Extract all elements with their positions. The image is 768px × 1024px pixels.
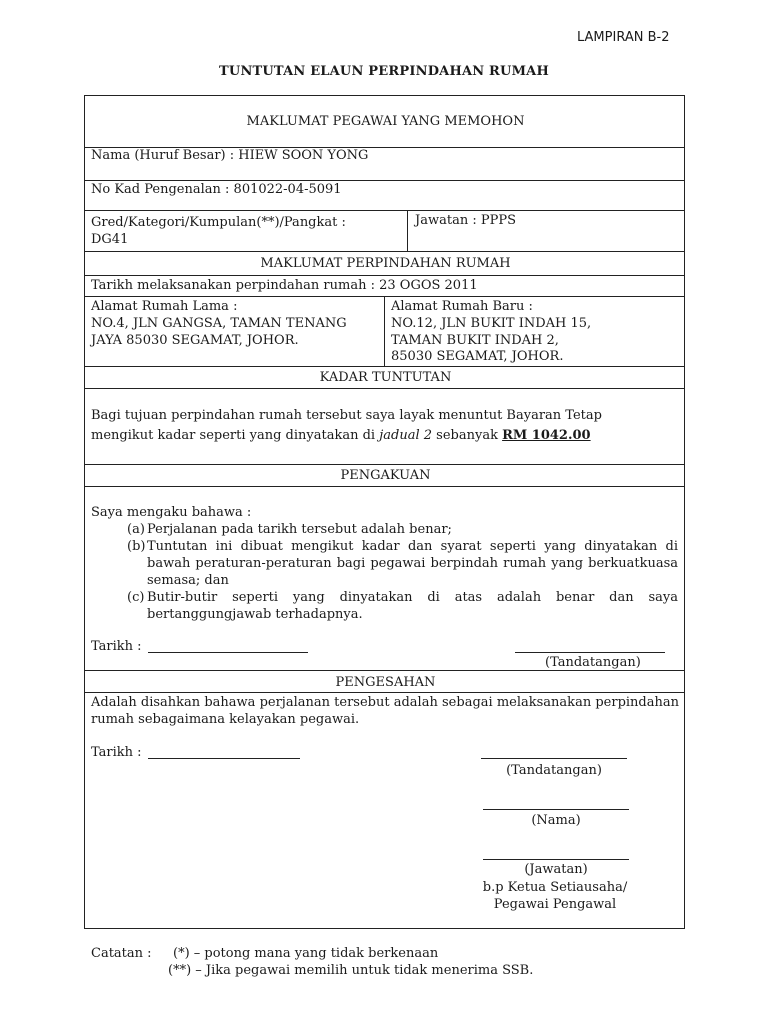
pengakuan-intro: Saya mengaku bahawa :	[91, 505, 252, 520]
pengakuan-tarikh-label: Tarikh :	[91, 639, 142, 654]
kad-pengenalan-field: No Kad Pengenalan : 801022-04-5091	[91, 182, 342, 197]
kadar-text-part: sebanyak	[432, 428, 503, 443]
alamat-baru-line: NO.12, JLN BUKIT INDAH 15,	[391, 316, 592, 331]
item-text: Tuntutan ini dibuat mengikut kadar dan syarat seperti yang dinyatakan di bawah peraturan-peraturan bagi pegawai berpindah rumah yang berkuatkuasa semasa; dan	[147, 539, 678, 588]
signature-line	[515, 652, 665, 653]
tarikh-blank-line	[148, 652, 308, 653]
tandatangan-caption: (Tandatangan)	[545, 655, 641, 670]
alamat-baru-line: TAMAN BUKIT INDAH 2,	[391, 333, 559, 348]
lampiran-label: LAMPIRAN B-2	[577, 30, 670, 45]
catatan-line	[91, 962, 533, 979]
jawatan-field: Jawatan : PPPS	[415, 213, 516, 228]
catatan-notes	[91, 945, 533, 979]
section-heading-kadar: KADAR TUNTUTAN	[319, 370, 452, 385]
pengakuan-item	[127, 521, 678, 538]
nama-field: Nama (Huruf Besar) : HIEW SOON YONG	[91, 148, 369, 163]
row-divider	[85, 464, 684, 465]
item-marker: (a)	[127, 522, 145, 537]
row-divider	[85, 366, 684, 367]
kadar-text-part: mengikut kadar seperti yang dinyatakan di	[91, 428, 380, 443]
item-marker: (c)	[127, 590, 145, 605]
kadar-text-line	[91, 427, 591, 444]
column-divider	[384, 296, 385, 366]
form-title: TUNTUTAN ELAUN PERPINDAHAN RUMAH	[219, 64, 549, 79]
tandatangan-caption: (Tandatangan)	[506, 763, 602, 778]
section-heading-perpindahan: MAKLUMAT PERPINDAHAN RUMAH	[260, 256, 511, 271]
section-heading-pengakuan: PENGAKUAN	[340, 468, 431, 483]
kadar-text-line: Bagi tujuan perpindahan rumah tersebut saya layak menuntut Bayaran Tetap	[91, 408, 602, 423]
row-divider	[85, 275, 684, 276]
signature-line	[481, 758, 627, 759]
alamat-baru-line: 85030 SEGAMAT, JOHOR.	[391, 349, 564, 364]
gred-value: DG41	[91, 232, 129, 247]
catatan-line	[91, 945, 533, 962]
pengakuan-item	[127, 589, 678, 623]
section-heading-pengesahan: PENGESAHAN	[335, 675, 436, 690]
gred-label: Gred/Kategori/Kumpulan(**)/Pangkat :	[91, 215, 346, 230]
item-text: Butir-butir seperti yang dinyatakan di atas adalah benar dan saya bertanggungjawab terhadapnya.	[147, 590, 678, 622]
row-divider	[85, 210, 684, 211]
row-divider	[85, 692, 684, 693]
pengakuan-list	[127, 521, 678, 623]
catatan-note: (*) – potong mana yang tidak berkenaan	[173, 946, 439, 961]
column-divider	[407, 210, 408, 251]
alamat-lama-label: Alamat Rumah Lama :	[91, 299, 238, 314]
pengesahan-tarikh-label: Tarikh :	[91, 745, 142, 760]
alamat-lama-line: NO.4, JLN GANGSA, TAMAN TENANG	[91, 316, 347, 331]
tarikh-perpindahan-field: Tarikh melaksanakan perpindahan rumah : 23 OGOS 2011	[91, 278, 478, 293]
catatan-note: (**) – Jika pegawai memilih untuk tidak menerima SSB.	[168, 963, 534, 978]
pegawai-pengawal: Pegawai Pengawal	[493, 897, 617, 912]
name-line	[483, 809, 629, 810]
nama-caption: (Nama)	[531, 813, 581, 828]
claim-form	[84, 95, 685, 929]
row-divider	[85, 251, 684, 252]
bp-ketua-setiausaha: b.p Ketua Setiausaha/	[482, 880, 628, 895]
section-heading-pegawai: MAKLUMAT PEGAWAI YANG MEMOHON	[246, 114, 525, 129]
jadual-reference: jadual 2	[379, 428, 433, 443]
alamat-baru-label: Alamat Rumah Baru :	[391, 299, 533, 314]
pengesahan-text: Adalah disahkan bahawa perjalanan tersebut adalah sebagai melaksanakan perpindahan rumah sebagaimana kelayakan pegawai.	[91, 695, 679, 727]
claim-amount: RM 1042.00	[502, 428, 591, 443]
alamat-lama-line: JAYA 85030 SEGAMAT, JOHOR.	[91, 333, 299, 348]
row-divider	[85, 486, 684, 487]
jawatan-line	[483, 859, 629, 860]
pengakuan-item	[127, 538, 678, 589]
item-text: Perjalanan pada tarikh tersebut adalah benar;	[147, 522, 452, 537]
jawatan-caption: (Jawatan)	[524, 862, 588, 877]
item-marker: (b)	[127, 539, 146, 554]
tarikh-blank-line	[148, 758, 300, 759]
catatan-label: Catatan :	[91, 946, 152, 961]
row-divider	[85, 388, 684, 389]
